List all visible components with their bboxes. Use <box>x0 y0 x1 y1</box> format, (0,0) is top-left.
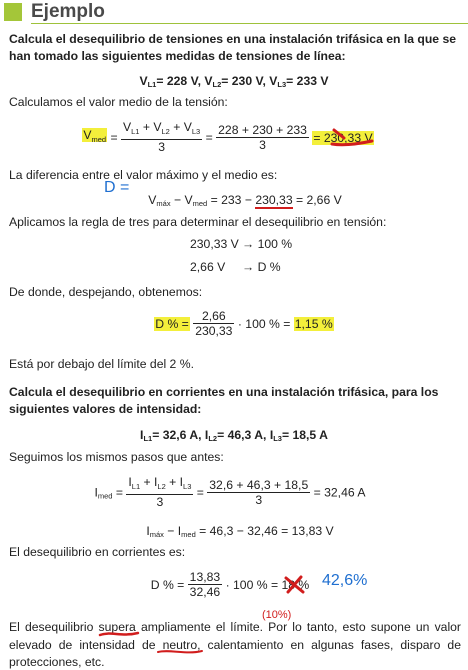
ex2-d-result: 18 % <box>281 578 310 592</box>
ex2-d-equation: D % = $\frac{13,83}{32,46}$ · 100 % = 18 % <box>150 570 310 599</box>
ex1-rule-intro: Aplicamos la regla de tres para determinar el desequilibrio en tensión: <box>9 215 387 229</box>
ex2-steps-intro: Seguimos los mismos pasos que antes: <box>9 450 224 464</box>
ex2-statement: Calcula el desequilibrio en corrientes en una instalación trifásica, para los siguientes valores de intensidad: <box>9 385 439 416</box>
ex2-diff-equation: $I_{máx} - I_{med} = 46,3 - 32,46 = 13,83$ V <box>146 523 334 539</box>
handwritten-d-label: D = <box>104 179 130 196</box>
ex1-d-result: 1,15 % <box>294 317 333 331</box>
ex1-rule-row-1: 230,33 V → 100 % <box>190 237 293 251</box>
section-title: Ejemplo <box>31 1 105 22</box>
ex1-mean-intro: Calculamos el valor medio de la tensión: <box>9 95 228 109</box>
ex2-result-intro: El desequilibrio en corrientes es: <box>9 545 186 559</box>
red-cross-mark <box>281 574 310 596</box>
red-scribble-mark <box>330 124 376 148</box>
ex1-mean-equation: $V_{med}$ = $\frac{V_{L1} + V_{L2} + V_{L3}}{3}$ = $\frac{228 + 230 + 233}{3}$ = 230,33 V <box>83 120 373 154</box>
handwritten-percent-note: (10%) <box>262 609 292 621</box>
ex1-given-values: $V_{L1}= 228$ V, $V_{L2}= 230$ V, $V_{L3}= 233$ V <box>139 73 329 89</box>
underlined-value: 230,33 <box>255 192 293 207</box>
ex1-mean-result: = 230,33 V <box>313 130 373 145</box>
ex1-mean-fraction-symbolic: $\frac{V_{L1} + V_{L2} + V_{L3}}{3}$ <box>123 120 201 154</box>
ex1-solve-intro: De donde, despejando, obtenemos: <box>9 285 203 299</box>
ex2-conclusion: El desequilibrio supera ampliamente el límite. Por lo tanto, esto supone un valor elevado de intensidad de neutro, calentamiento en algunas fases, disparo de protecciones, etc. <box>9 620 461 669</box>
ex1-statement: Calcula el desequilibrio de tensiones en una instalación trifásica en la que se han tomado las siguientes medidas de tensiones de línea: <box>9 32 457 63</box>
ex1-conclusion: Está por debajo del límite del 2 %. <box>9 357 194 371</box>
ex1-d-equation: D % = $\frac{2,66}{230,33}$ · 100 % = 1,15 % <box>155 309 333 338</box>
ex1-diff-intro: La diferencia entre el valor máximo y el medio es: <box>9 168 278 182</box>
header-rule <box>31 23 468 24</box>
ex2-given-values: $I_{L1}= 32,6$ A, $I_{L2}= 46,3$ A, $I_{L3}= 18,5$ A <box>140 427 328 443</box>
ex1-mean-fraction-numeric: $\frac{228 + 230 + 233}{3}$ <box>218 122 307 152</box>
section-header <box>0 0 468 24</box>
ex2-mean-equation: $I_{med}$ = $\frac{I_{L1} + I_{L2} + I_{L3}}{3}$ = $\frac{32,6 + 46,3 + 18,5}{3}$ = 32,46 A <box>94 475 366 509</box>
red-underline-mark <box>98 629 142 639</box>
handwritten-correct-result: 42,6% <box>322 572 368 589</box>
ex1-diff-equation: $V_{máx} - V_{med} = 233 - 230,33 = 2,66$ V <box>148 192 342 208</box>
ex1-rule-row-2: 2,66 V → D % <box>190 260 281 274</box>
header-accent-block <box>4 3 22 21</box>
red-underline-mark-2 <box>156 647 206 657</box>
